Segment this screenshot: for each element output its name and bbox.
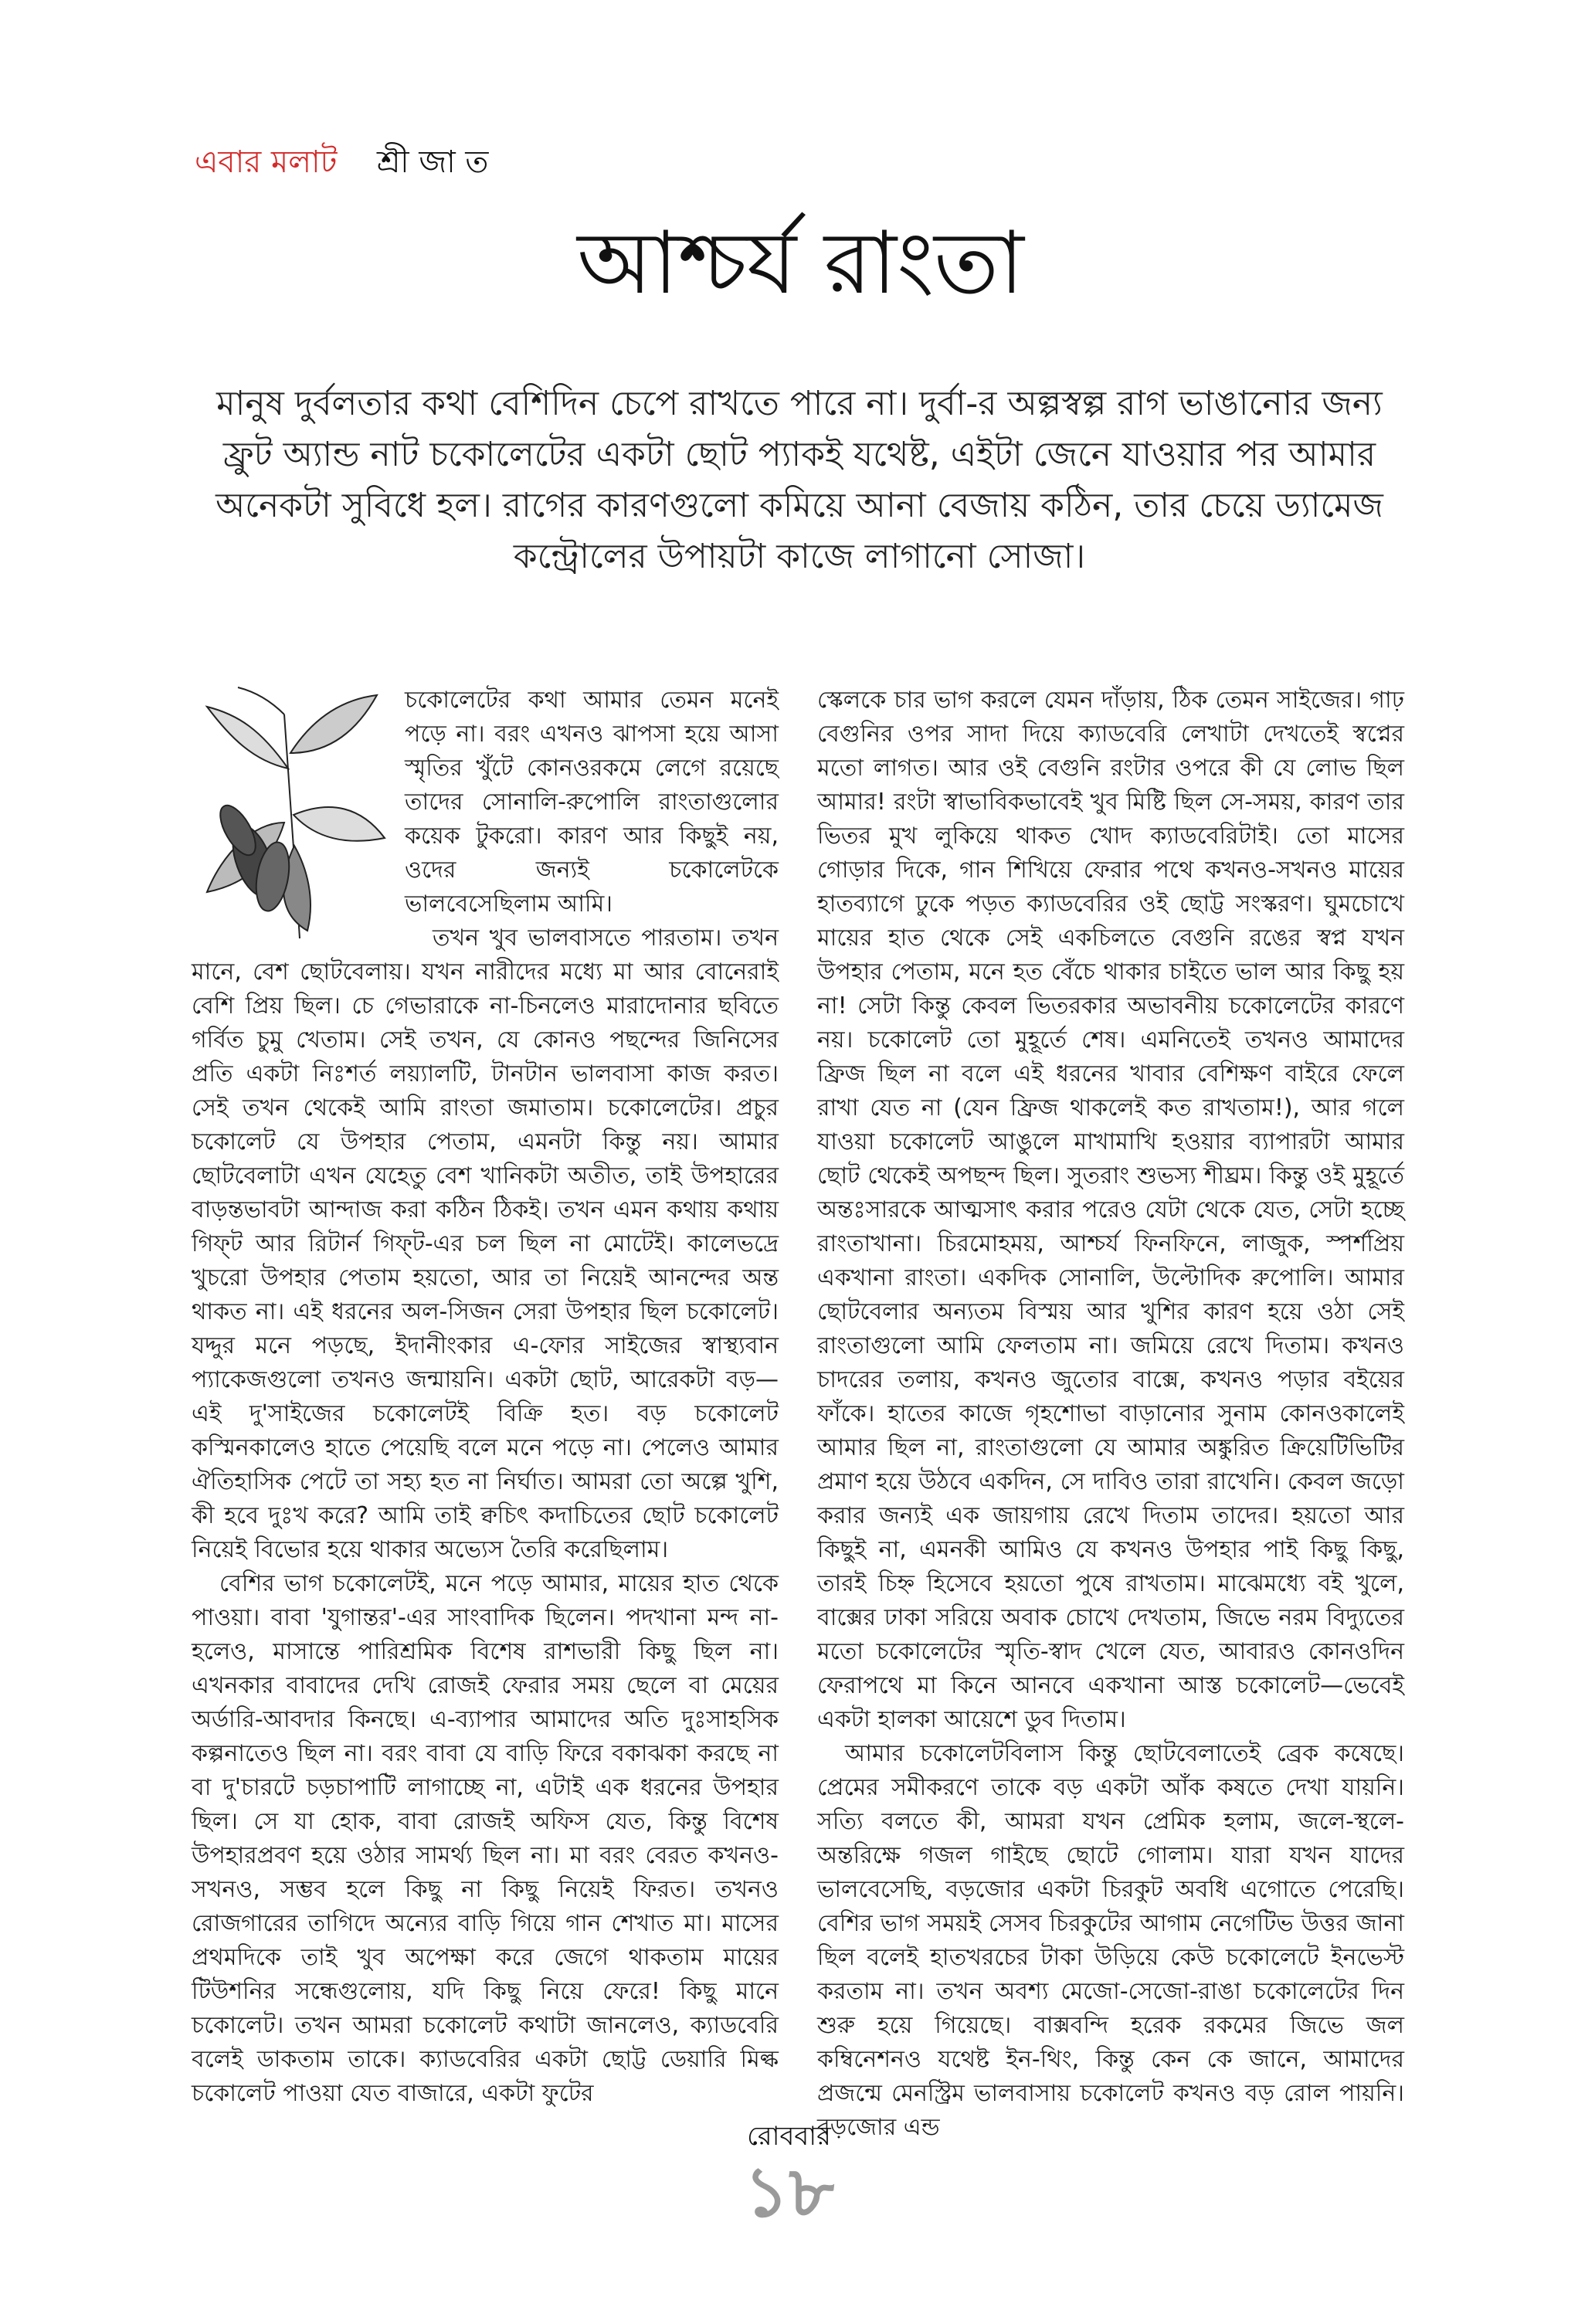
author-name: শ্রী জা ত (377, 144, 489, 180)
paragraph: চকোলেটের কথা আমার তেমন মনেই পড়ে না। বরং এখনও ঝাপসা হয়ে আসা স্মৃতির খুঁটে কোনওরকমে লেগে রয়েছে তাদের সোনালি-রুপোলি রাংতাগুলোর কয়েক টুকরো। কারণ আর কিছুই নয়, ওদের জন্যই চকোলেটকে ভালবেসেছিলাম আমি। (405, 687, 779, 918)
intro-paragraph: মানুষ দুর্বলতার কথা বেশিদিন চেপে রাখতে পারে না। দুর্বা-র অল্পস্বল্প রাগ ভাঙানোর জন্য ফ্রুট অ্যান্ড নাট চকোলেটের একটা ছোট প্যাকই যথেষ্ট, এইটা জেনে যাওয়ার পর আমার অনেকটা সুবিধে হল। রাগের কারণগুলো কমিয়ে আনা বেজায় কঠিন, তার চেয়ে ড্যামেজ কন্ট্রোলের উপায়টা কাজে লাগানো সোজা। (215, 384, 1383, 576)
page-number: ১৮ (744, 2152, 834, 2233)
paragraph: আমার চকোলেটবিলাস কিন্তু ছোটবেলাতেই ব্রেক কষেছে। প্রেমের সমীকরণে তাকে বড় একটা আঁক কষতে দেখা যায়নি। সত্যি বলতে কী, আমরা যখন প্রেমিক হলাম, জলে-স্থলে-অন্তরিক্ষে গজল গাইছে ছোটে গোলাম। যারা যখন যাদের ভালবেসেছি, বড়জোর একটা চিরকুট অবধি এগোতে পেরেছি। বেশির ভাগ সময়ই সেসব চিরকুটের আগাম নেগেটিভ উত্তর জানা ছিল বলেই হাতখরচের টাকা উড়িয়ে কেউ চকোলেটে ইনভেস্ট করতাম না। তখন অবশ্য মেজো-সেজো-রাঙা চকোলেটের দিন শুরু হয়ে গিয়েছে। বাক্সবন্দি হরেক রকমের জিভে জল কম্বিনেশনও যথেষ্ট ইন-থিং, কিন্তু কেন কে জানে, আমাদের প্রজন্মে মেনস্ট্রিম ভালবাসায় চকোলেট কখনও বড় রোল পায়নি। বড়জোর এন্ড (817, 1740, 1404, 2141)
cocoa-plant-illustration (192, 684, 391, 938)
paragraph: বেশির ভাগ চকোলেটই, মনে পড়ে আমার, মায়ের হাত থেকে পাওয়া। বাবা 'যুগান্তর'-এর সাংবাদিক ছিলেন। পদখানা মন্দ না-হলেও, মাসান্তে পারিশ্রমিক বিশেষ রাশভারী কিছু ছিল না। এখনকার বাবাদের দেখি রোজই ফেরার সময় ছেলে বা মেয়ের অর্ডারি-আবদার কিনছে। এ-ব্যাপার আমাদের অতি দুঃসাহসিক কল্পনাতেও ছিল না। বরং বাবা যে বাড়ি ফিরে বকাঝকা করছে না বা দু'চারটে চড়চাপাটি লাগাচ্ছে না, এটাই এক ধরনের উপহার ছিল। সে যা হোক, বাবা রোজই অফিস যেত, কিন্তু বিশেষ উপহারপ্রবণ হয়ে ওঠার সামর্থ্য ছিল না। মা বরং বেরত কখনও-সখনও, সম্ভব হলে কিছু না কিছু নিয়েই ফিরত। তখনও রোজগারের তাগিদে অন্যের বাড়ি গিয়ে গান শেখাত মা। মাসের প্রথমদিকে তাই খুব অপেক্ষা করে জেগে থাকতাম মায়ের টিউশনির সন্ধেগুলোয়, যদি কিছু নিয়ে ফেরে! কিছু মানে চকোলেট। তখন আমরা চকোলেট কথাটা জানলেও, ক্যাডবেরি বলেই ডাকতাম তাকে। ক্যাডবেরির একটা ছোট্ট ডেয়ারি মিল্ক চকোলেট পাওয়া যেত বাজারে, একটা ফুটের (192, 1570, 779, 2107)
right-column (817, 684, 1404, 2141)
magazine-name: রোববার (747, 2121, 831, 2152)
article-title: আশ্চর্য রাংতা (577, 213, 1024, 314)
paragraph: তখন খুব ভালবাসতে পারতাম। তখন মানে, বেশ ছোটবেলায়। যখন নারীদের মধ্যে মা আর বোনেরাই বেশি প্রিয় ছিল। চে গেভারাকে না-চিনলেও মারাদোনার ছবিতে গর্বিত চুমু খেতাম। সেই তখন, যে কোনও পছন্দের জিনিসের প্রতি একটা নিঃশর্ত লয়্যালটি, টানটান ভালবাসা কাজ করত। সেই তখন থেকেই আমি রাংতা জমাতাম। চকোলেটের। প্রচুর চকোলেট যে উপহার পেতাম, এমনটা কিন্তু নয়। আমার ছোটবেলাটা এখন যেহেতু বেশ খানিকটা অতীত, তাই উপহারের বাড়ন্তভাবটা আন্দাজ করা কঠিন ঠিকই। তখন এমন কথায় কথায় গিফ্‌ট আর রিটার্ন গিফ্‌ট-এর চল ছিল না মোটেই। কালেভদ্রে খুচরো উপহার পেতাম হয়তো, আর তা নিয়েই আনন্দের অন্ত থাকত না। এই ধরনের অল-সিজন সেরা উপহার ছিল চকোলেট। যদ্দুর মনে পড়ছে, ইদানীংকার এ-ফোর সাইজের স্বাস্থ্যবান প্যাকেজগুলো তখনও জন্মায়নি। একটা ছোট, আরেকটা বড়—এই দু'সাইজের চকোলেটই বিক্রি হত। বড় চকোলেট কস্মিনকালেও হাতে পেয়েছি বলে মনে পড়ে না। পেলেও আমার ঐতিহাসিক পেটে তা সহ্য হত না নির্ঘাত। আমরা তো অল্পে খুশি, কী হবে দুঃখ করে? আমি তাই ক্বচিৎ কদাচিতের ছোট চকোলেট নিয়েই বিভোর হয়ে থাকার অভ্যেস তৈরি করেছিলাম। (192, 925, 779, 1563)
section-label: এবার মলাট (195, 144, 338, 180)
left-column (192, 684, 779, 2107)
paragraph: স্কেলকে চার ভাগ করলে যেমন দাঁড়ায়, ঠিক তেমন সাইজের। গাঢ় বেগুনির ওপর সাদা দিয়ে ক্যাডবেরি লেখাটা দেখতেই স্বপ্নের মতো লাগত। আর ওই বেগুনি রংটার ওপরে কী যে লোভ ছিল আমার! রংটা স্বাভাবিকভাবেই খুব মিষ্টি ছিল সে-সময়, কারণ তার ভিতর মুখ লুকিয়ে থাকত খোদ ক্যাডবেরিটাই। তো মাসের গোড়ার দিকে, গান শিখিয়ে ফেরার পথে কখনও-সখনও মায়ের হাতব্যাগে ঢুকে পড়ত ক্যাডবেরির ওই ছোট্ট সংস্করণ। ঘুমচোখে মায়ের হাত থেকে সেই একচিলতে বেগুনি রঙের স্বপ্ন যখন উপহার পেতাম, মনে হত বেঁচে থাকার চাইতে ভাল আর কিছু হয় না! সেটা কিন্তু কেবল ভিতরকার অভাবনীয় চকোলেটের কারণে নয়। চকোলেট তো মুহূর্তে শেষ। এমনিতেই তখনও আমাদের ফ্রিজ ছিল না বলে এই ধরনের খাবার বেশিক্ষণ বাইরে ফেলে রাখা যেত না (যেন ফ্রিজ থাকলেই কত রাখতাম!), আর গলে যাওয়া চকোলেট আঙুলে মাখামাখি হওয়ার ব্যাপারটা আমার ছোট থেকেই অপছন্দ ছিল। সুতরাং শুভস্য শীঘ্রম। কিন্তু ওই মুহূর্তে অন্তঃসারকে আত্মসাৎ করার পরেও যেটা থেকে যেত, সেটা হচ্ছে রাংতাখানা। চিরমোহময়, আশ্চর্য ফিনফিনে, লাজুক, স্পর্শপ্রিয় একখানা রাংতা। একদিক সোনালি, উল্টোদিক রুপোলি। আমার ছোটবেলার অন্যতম বিস্ময় আর খুশির কারণ হয়ে ওঠা সেই রাংতাগুলো আমি ফেলতাম না। জমিয়ে রেখে দিতাম। কখনও চাদরের তলায়, কখনও জুতোর বাক্সে, কখনও পড়ার বইয়ের ফাঁকে। হাতের কাজে গৃহশোভা বাড়ানোর সুনাম কোনওকালেই আমার ছিল না, রাংতাগুলো যে আমার অঙ্কুরিত ক্রিয়েটিভিটির প্রমাণ হয়ে উঠবে একদিন, সে দাবিও তারা রাখেনি। কেবল জড়ো করার জন্যই এক জায়গায় রেখে দিতাম তাদের। হয়তো আর কিছুই না, এমনকী আমিও যে কখনও উপহার পাই কিছু কিছু, তারই চিহ্ন হিসেবে হয়তো পুষে রাখতাম। মাঝেমধ্যে বই খুলে, বাক্সের ঢাকা সরিয়ে অবাক চোখে দেখতাম, জিভে নরম বিদ্যুতের মতো চকোলেটের স্মৃতি-স্বাদ খেলে যেত, আবারও কোনওদিন ফেরাপথে মা কিনে আনবে একখানা আস্ত চকোলেট—ভেবেই একটা হালকা আয়েশে ডুব দিতাম। (817, 687, 1404, 1733)
